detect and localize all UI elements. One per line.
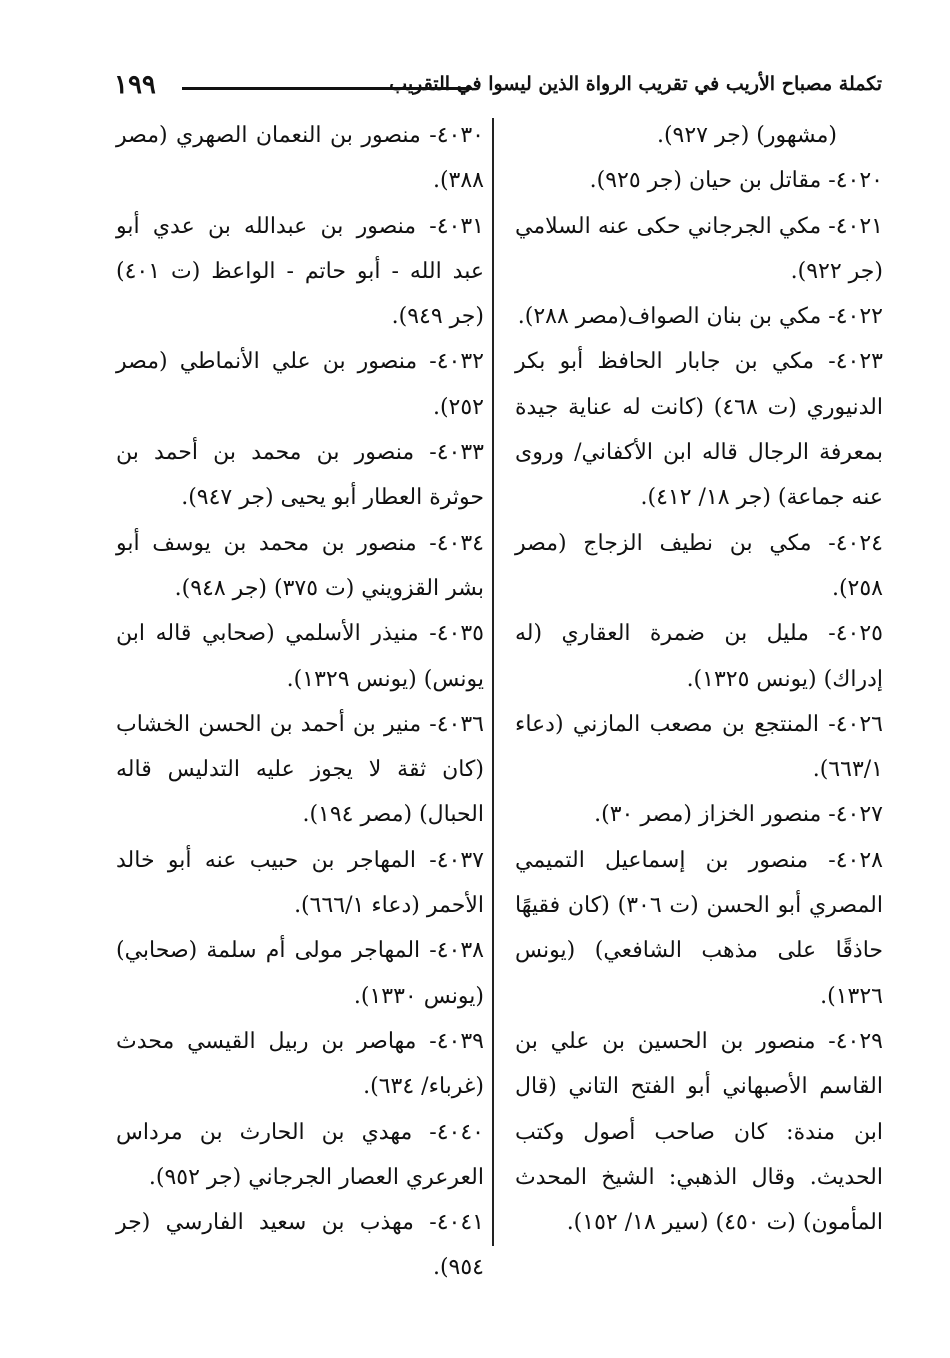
left-column (116, 113, 484, 1291)
entry-4020: ٤٠٢٠- مقاتل بن حيان (جر ٩٢٥). (589, 168, 883, 194)
entry-4034: ٤٠٣٤- منصور بن محمد بن يوسف أبو بشر القزويني (ت ٣٧٥) (جر ٩٤٨). (116, 530, 484, 601)
entry-4028: ٤٠٢٨- منصور بن إسماعيل التميمي المصري أبو الحسن (ت ٣٠٦) (كان فقيهًا حاذقًا على مذهب الشافعي) (يونس ١٣٢٦). (515, 847, 883, 1009)
entry-4035: ٤٠٣٥- منيذر الأسلمي (صحابي قاله ابن يونس) (يونس ١٣٢٩). (116, 621, 484, 692)
entry-4036: ٤٠٣٦- منير بن أحمد بن الحسن الخشاب (كان ثقة لا يجوز عليه التدليس قاله الحبال) (مصر ١٩٤). (116, 711, 484, 828)
entry-4026: ٤٠٢٦- المنتجع بن مصعب المازني (دعاء ٦٦٣/١). (515, 711, 883, 783)
entry-4033: ٤٠٣٣- منصور بن محمد بن أحمد بن حوثرة العطار أبو يحيى (جر ٩٤٧). (116, 440, 484, 511)
entry-4023: ٤٠٢٣- مكي بن جابار الحافظ أبو بكر الدنيوري (ت ٤٦٨) (كانت له عناية جيدة بمعرفة الرجال قاله ابن الأكفاني/ وروى عنه جماعة) (جر ١٨/ ٤١٢). (515, 349, 883, 511)
entry-4031: ٤٠٣١- منصور بن عبدالله بن عدي أبو عبد الله - أبو حاتم - الواعظ (ت ٤٠١) (جر ٩٤٩). (116, 213, 484, 330)
entry-4030: ٤٠٣٠- منصور بن النعمان الصهري (مصر ٣٨٨). (116, 123, 484, 194)
entry-4032: ٤٠٣٢- منصور بن علي الأنماطي (مصر ٢٥٢). (116, 349, 484, 420)
entry-4027: ٤٠٢٧- منصور الخزاز (مصر ٣٠). (594, 802, 883, 828)
entry-4039: ٤٠٣٩- مهاصر بن ربيل القيسي محدث (غرباء/ ٦٣٤). (116, 1028, 484, 1100)
entry-4024: ٤٠٢٤- مكي بن نطيف الزجاج (مصر ٢٥٨). (515, 530, 883, 601)
column-divider (492, 118, 494, 1246)
entry-4037: ٤٠٣٧- المهاجر بن حبيب عنه أبو خالد الأحمر (دعاء ٦٦٦/١). (116, 847, 484, 919)
running-title: تكملة مصباح الأريب في تقريب الرواة الذين ليسوا في التقريب (389, 73, 882, 95)
entry-4029: ٤٠٢٩- منصور بن الحسين بن علي بن القاسم الأصبهاني أبو الفتح التاني (قال ابن مندة: كان صاحب أصول وكتب الحديث. وقال الذهبي: الشيخ المحدث المأمون) (ت ٤٥٠) (سير ١٨/ ١٥٢). (515, 1028, 883, 1236)
page-header (100, 64, 882, 104)
entry-4040: ٤٠٤٠- مهدي بن الحارث بن مرداس العرعري العصار الجرجاني (جر ٩٥٢). (116, 1119, 484, 1190)
entry-4025: ٤٠٢٥- مليل بن ضمرة العقاري (له إدراك) (يونس ١٣٢٥). (515, 621, 883, 692)
right-column (515, 113, 883, 1245)
entry-4038: ٤٠٣٨- المهاجر مولى أم سلمة (صحابي) (يونس ١٣٣٠). (116, 938, 484, 1009)
entry-4022: ٤٠٢٢- مكي بن بنان الصواف(مصر ٢٨٨). (517, 304, 883, 330)
entry-4021: ٤٠٢١- مكي الجرجاني حكى عنه السلامي (جر ٩٢٢). (515, 213, 883, 284)
entry-4041: ٤٠٤١- مهذب بن سعيد الفارسي (جر ٩٥٤). (116, 1210, 484, 1281)
page-number: ١٩٩ (114, 70, 156, 100)
carry-over-text: (مشهور) (جر ٩٢٧). (656, 123, 837, 148)
